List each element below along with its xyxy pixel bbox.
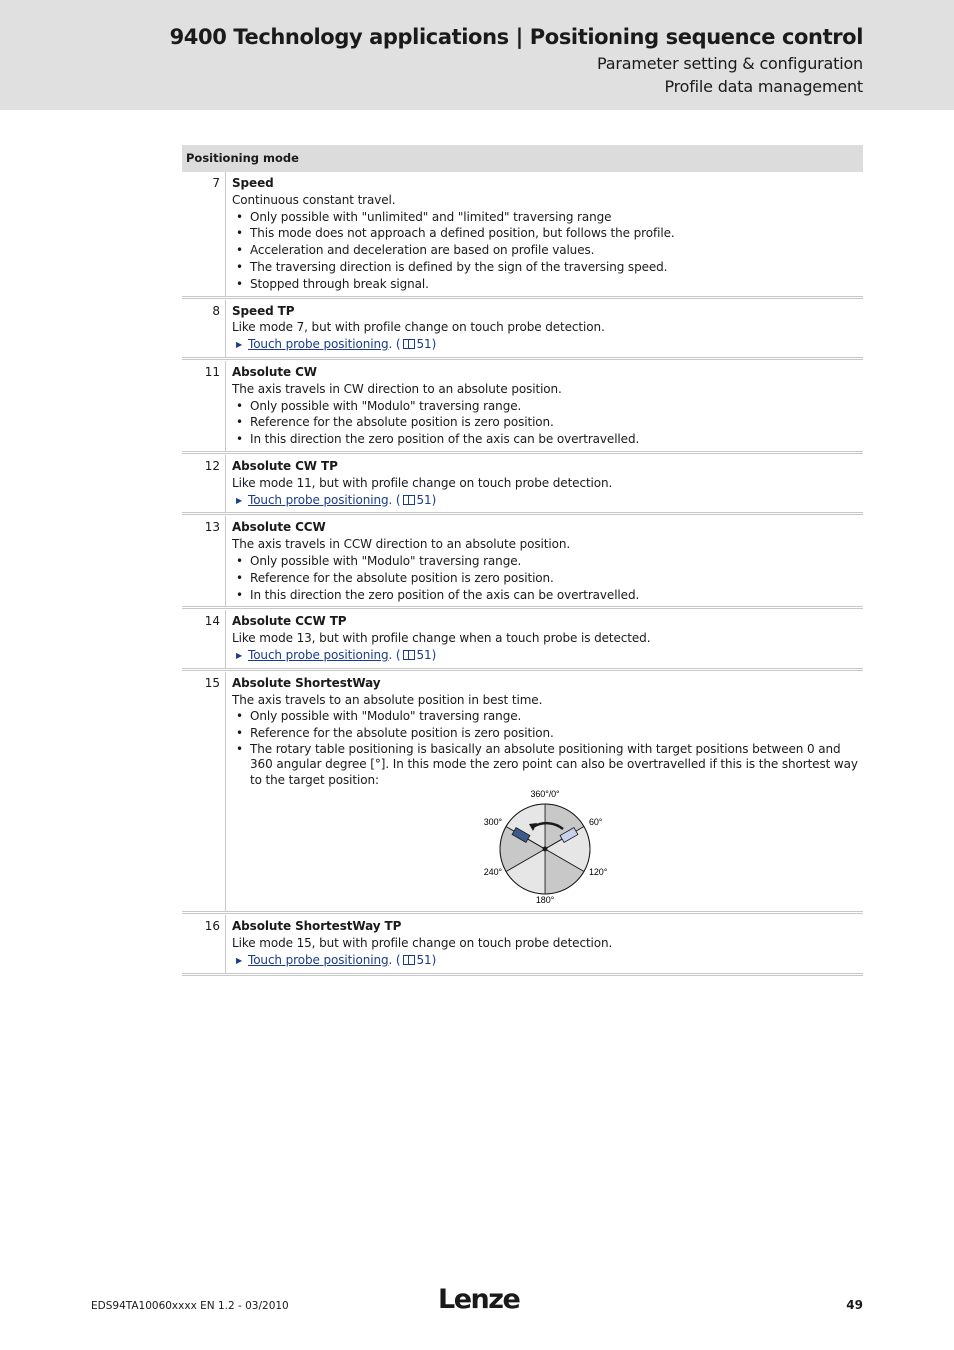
mode-name: Speed <box>232 176 274 190</box>
page-header <box>0 0 954 110</box>
table-row <box>182 672 863 913</box>
triangle-right-icon: ▶ <box>236 650 243 660</box>
book-icon <box>403 339 415 349</box>
label-300: 300° <box>483 817 502 828</box>
page-reference[interactable]: 51) <box>416 953 437 967</box>
list-item: • Reference for the absolute position is zero position. <box>232 725 863 742</box>
mode-name: Absolute CW TP <box>232 458 338 473</box>
list-item: • Only possible with "Modulo" traversing range. <box>232 708 863 725</box>
mode-name: Absolute CCW TP <box>232 614 347 629</box>
label-240: 240° <box>483 867 502 878</box>
mode-number: 14 <box>182 610 226 667</box>
positioning-mode-table <box>182 145 863 974</box>
triangle-right-icon: ▶ <box>236 340 243 350</box>
mode-description: Like mode 13, but with profile change when a touch probe is detected. <box>232 631 651 646</box>
cross-reference: ▶ Touch probe positioning. ( 51) <box>232 492 863 510</box>
page-number: 49 <box>846 1298 863 1312</box>
list-item: • The traversing direction is defined by the sign of the traversing speed. <box>232 259 863 276</box>
table-row <box>182 455 863 513</box>
mode-number: 7 <box>182 172 226 296</box>
bullet-list <box>232 398 863 448</box>
list-item: • Only possible with "unlimited" and "limited" traversing range <box>232 209 863 226</box>
mode-number: 12 <box>182 455 226 512</box>
bullet-list <box>232 708 863 788</box>
rotary-table-svg <box>472 788 622 908</box>
document-id: EDS94TA10060xxxx EN 1.2 - 03/2010 <box>91 1300 289 1312</box>
list-item: • Only possible with "Modulo" traversing range. <box>232 398 863 415</box>
list-item: • This mode does not approach a defined position, but follows the profile. <box>232 225 863 242</box>
page-reference[interactable]: 51) <box>416 492 437 507</box>
lenze-logo: Lenze <box>438 1284 520 1315</box>
label-180: 180° <box>535 895 555 906</box>
mode-description: Continuous constant travel. <box>232 192 396 207</box>
label-120: 120° <box>589 867 608 878</box>
mode-number: 15 <box>182 672 226 912</box>
list-item: • Reference for the absolute position is zero position. <box>232 570 863 587</box>
mode-name: Absolute CW <box>232 364 317 379</box>
touch-probe-link[interactable]: Touch probe positioning <box>248 953 389 967</box>
rotary-table-diagram <box>232 788 862 908</box>
bullet-list <box>232 209 863 293</box>
bullet-list <box>232 553 863 603</box>
cross-reference: ▶ Touch probe positioning. ( 51) <box>232 952 863 970</box>
list-item: • Reference for the absolute position is zero position. <box>232 414 863 431</box>
touch-probe-link[interactable]: Touch probe positioning <box>248 492 389 507</box>
mode-name: Speed TP <box>232 303 295 318</box>
mode-description: Like mode 7, but with profile change on touch probe detection. <box>232 320 605 335</box>
table-heading: Positioning mode <box>182 145 863 172</box>
list-item: • In this direction the zero position of the axis can be overtravelled. <box>232 587 863 604</box>
mode-number: 11 <box>182 361 226 451</box>
page-title: 9400 Technology applications | Positioning sequence control <box>169 25 863 49</box>
mode-name: Absolute ShortestWay TP <box>232 919 402 934</box>
triangle-right-icon: ▶ <box>236 495 243 505</box>
mode-name: Absolute ShortestWay <box>232 675 381 690</box>
mode-number: 8 <box>182 300 226 357</box>
table-row <box>182 172 863 297</box>
list-item: • Acceleration and deceleration are based on profile values. <box>232 242 863 259</box>
list-item: • The rotary table positioning is basically an absolute positioning with target positions between 0 and 360 angular degree [°]. In this mode the zero point can also be overtravelled if this is the shortest way to the target position: <box>232 742 863 789</box>
table-row <box>182 610 863 668</box>
mode-description: Like mode 15, but with profile change on touch probe detection. <box>232 936 613 951</box>
touch-probe-link[interactable]: Touch probe positioning <box>248 337 389 352</box>
triangle-right-icon: ▶ <box>236 956 243 965</box>
book-icon <box>403 495 415 505</box>
mode-description: The axis travels in CCW direction to an absolute position. <box>232 537 571 552</box>
table-row <box>182 361 863 452</box>
book-icon <box>403 955 415 965</box>
cross-reference: ▶ Touch probe positioning. ( 51) <box>232 647 863 665</box>
mode-description: The axis travels in CW direction to an absolute position. <box>232 381 562 396</box>
cross-reference: ▶ Touch probe positioning. ( 51) <box>232 336 863 354</box>
subsection-title: Profile data management <box>664 77 863 96</box>
table-row <box>182 300 863 358</box>
book-icon <box>403 650 415 660</box>
touch-probe-link[interactable]: Touch probe positioning <box>248 647 389 662</box>
list-item: • Stopped through break signal. <box>232 276 863 293</box>
table-row <box>182 915 863 973</box>
section-title: Parameter setting & configuration <box>597 54 863 73</box>
page-reference[interactable]: 51) <box>416 647 437 662</box>
label-60: 60° <box>589 817 603 828</box>
mode-description: Like mode 11, but with profile change on touch probe detection. <box>232 475 613 490</box>
table-row <box>182 516 863 607</box>
mode-description: The axis travels to an absolute position in best time. <box>232 692 543 707</box>
list-item: • Only possible with "Modulo" traversing range. <box>232 553 863 570</box>
list-item: • In this direction the zero position of the axis can be overtravelled. <box>232 431 863 448</box>
mode-name: Absolute CCW <box>232 520 326 535</box>
mode-number: 16 <box>182 915 226 972</box>
label-360-0: 360°/0° <box>530 789 560 800</box>
mode-number: 13 <box>182 516 226 606</box>
page-reference[interactable]: 51) <box>416 337 437 352</box>
